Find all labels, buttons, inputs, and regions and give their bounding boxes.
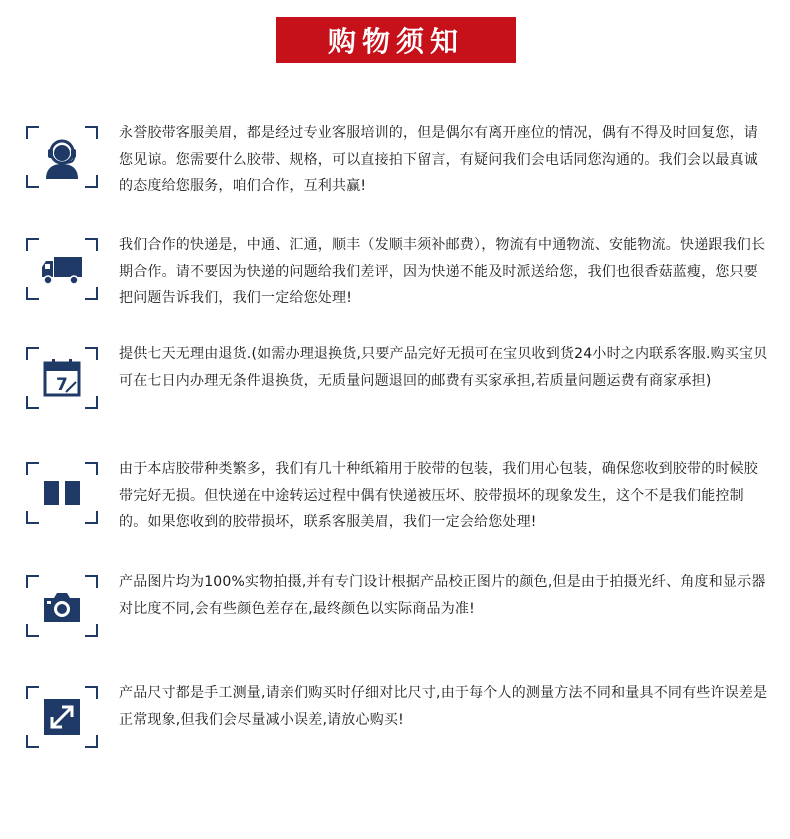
- icon-frame: [26, 575, 98, 637]
- icon-frame: [26, 126, 98, 188]
- package-box-icon: [40, 471, 84, 515]
- calendar-number: 7: [56, 375, 68, 395]
- resize-arrow-icon: [40, 695, 84, 739]
- section-text: 永誉胶带客服美眉，都是经过专业客服培训的，但是偶尔有离开座位的情况，偶有不得及时回复您，请您见谅。您需要什么胶带、规格，可以直接拍下留言，有疑问我们会电话同您沟通的。我们会以最真诚的态度给您服务，咱们合作，互利共赢!: [119, 125, 758, 194]
- section-text: 产品尺寸都是手工测量,请亲们购买时仔细对比尺寸,由于每个人的测量方法不同和量具不同有些许误差是正常现象,但我们会尽量减小误差,请放心购买!: [119, 685, 768, 728]
- customer-service-icon: [40, 135, 84, 179]
- section-text: 产品图片均为100%实物拍摄,并有专门设计根据产品校正图片的颜色,但是由于拍摄光纤、角度和显示器对比度不同,会有些颜色差存在,最终颜色以实际商品为准!: [119, 574, 766, 617]
- calendar-7-icon: [40, 356, 84, 400]
- delivery-truck-icon: [40, 247, 84, 291]
- camera-icon: [40, 584, 84, 628]
- section-text: 提供七天无理由退货.(如需办理退换货,只要产品完好无损可在宝贝收到货24小时之内联系客服.购买宝贝可在七日内办理无条件退换货，无质量问题退回的邮费有买家承担,若质量问题运费有商家承担): [119, 346, 768, 389]
- section-text: 由于本店胶带种类繁多，我们有几十种纸箱用于胶带的包装，我们用心包装，确保您收到胶带的时候胶带完好无损。但快递在中途转运过程中偶有快递被压坏、胶带损坏的现象发生，这个不是我们能控制的。如果您收到的胶带损坏，联系客服美眉，我们一定会给您处理!: [119, 461, 758, 530]
- icon-frame: [26, 347, 98, 409]
- page-title: 购物须知: [327, 25, 464, 58]
- section-text: 我们合作的快递是，中通、汇通，顺丰（发顺丰须补邮费），物流有中通物流、安能物流。快递跟我们长期合作。请不要因为快递的问题给我们差评，因为快递不能及时派送给您，我们也很香菇蓝瘦，您只要把问题告诉我们，我们一定给您处理!: [119, 237, 766, 306]
- page-title-banner: [276, 17, 516, 63]
- icon-frame: [26, 462, 98, 524]
- icon-frame: [26, 238, 98, 300]
- icon-frame: [26, 686, 98, 748]
